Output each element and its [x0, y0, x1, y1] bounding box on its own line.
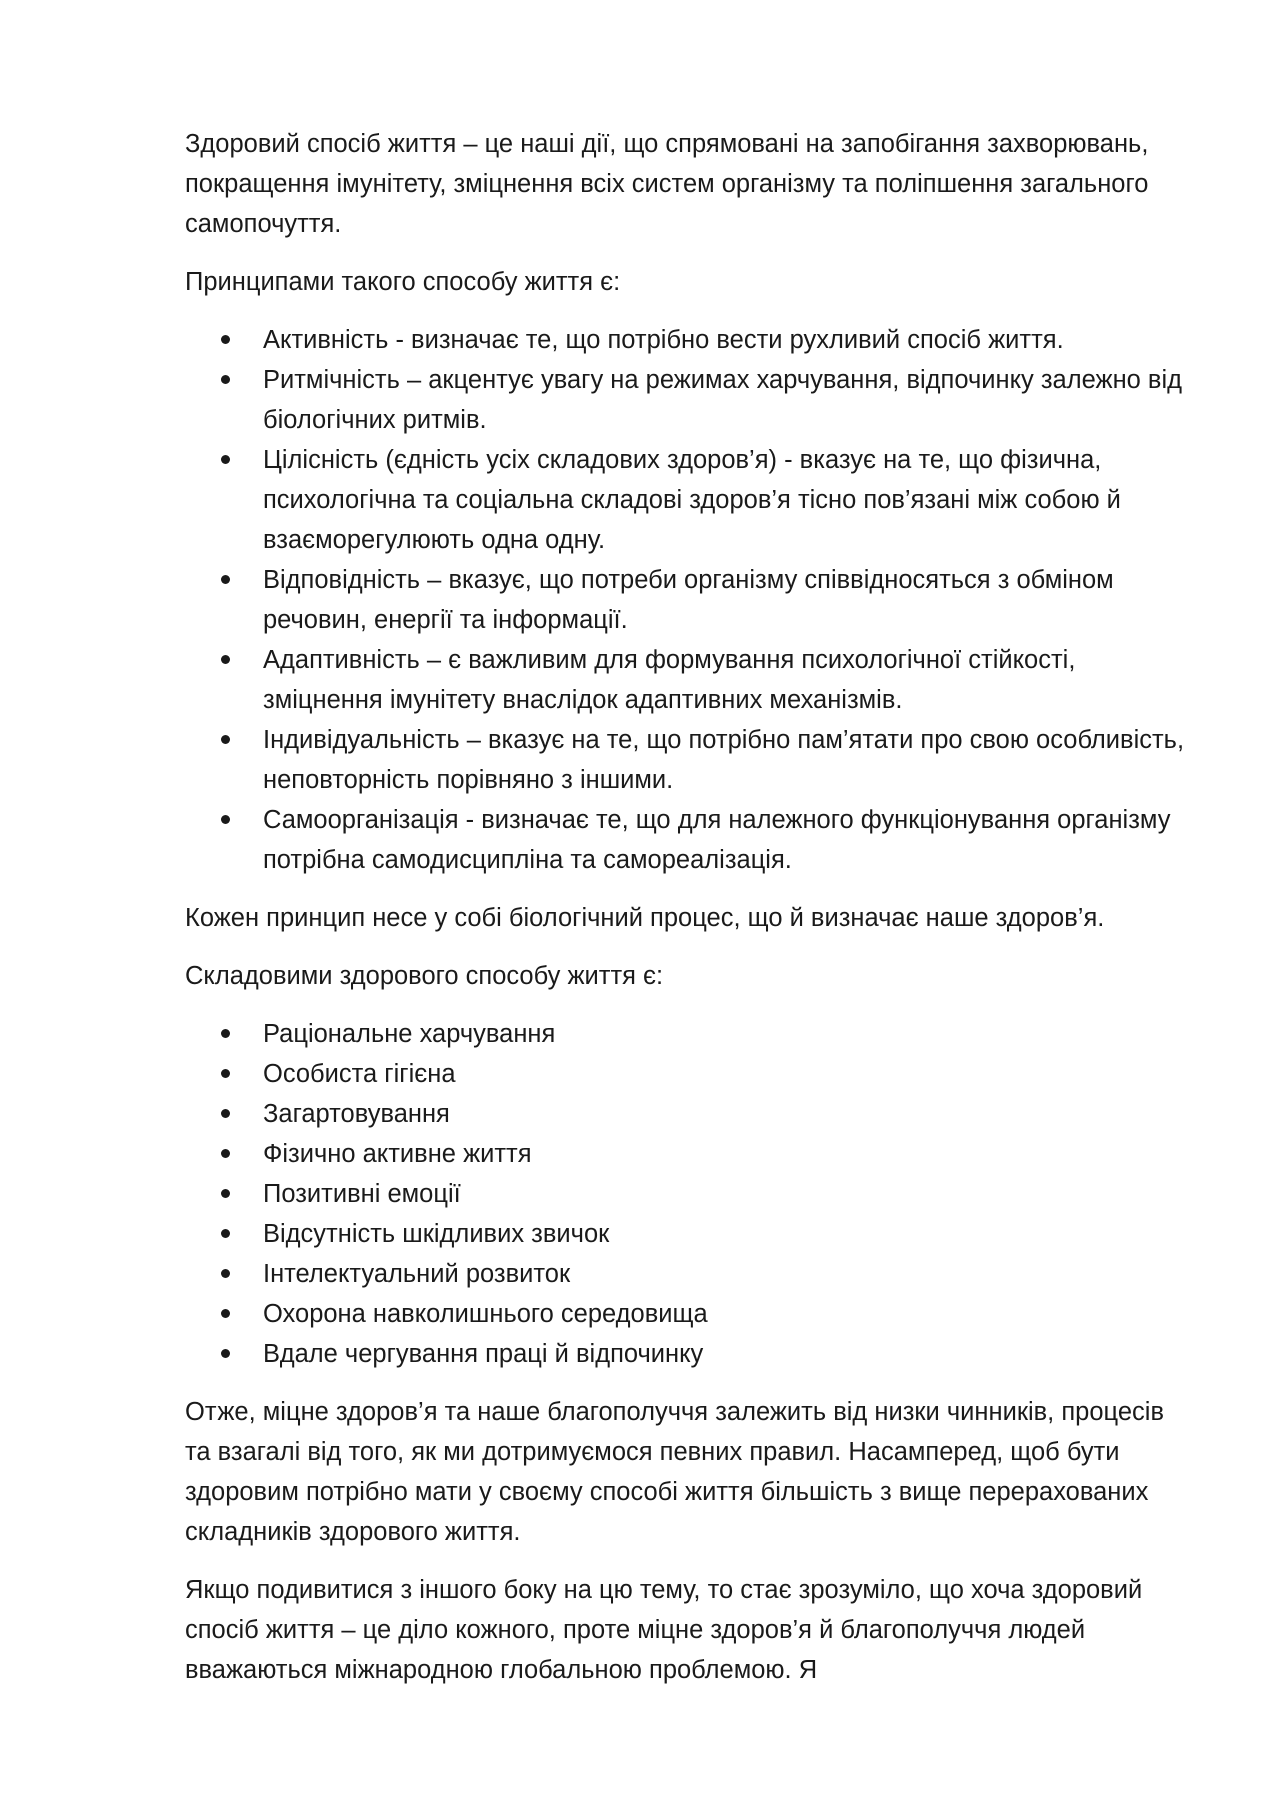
- list-item-text: Активність - визначає те, що потрібно вести рухливий спосіб життя.: [263, 326, 1064, 354]
- list-item-text: Фізично активне життя: [263, 1140, 532, 1168]
- list-item-text: Відсутність шкідливих звичок: [263, 1220, 610, 1248]
- list-item-text: Загартовування: [263, 1100, 450, 1128]
- principle-note: Кожен принцип несе у собі біологічний процес, що й визначає наше здоров’я.: [185, 904, 1105, 932]
- list-item-text: Раціональне харчування: [263, 1020, 556, 1048]
- bullet-icon: [221, 1229, 230, 1238]
- list-item-text: Індивідуальність – вказує на те, що потрібно пам’ятати про свою особливість, неповторність порівняно з іншими.: [263, 726, 1185, 794]
- list-item: [185, 1254, 1195, 1294]
- list-item-text: Ритмічність – акцентує увагу на режимах харчування, відпочинку залежно від біологічних ритмів.: [263, 366, 1183, 434]
- document-body: [185, 124, 1195, 1708]
- bullet-icon: [221, 1269, 230, 1278]
- bullet-icon: [221, 1069, 230, 1078]
- components-heading: Складовими здорового способу життя є:: [185, 962, 664, 990]
- components-list: [185, 1014, 1195, 1374]
- list-item-text: Інтелектуальний розвиток: [263, 1260, 571, 1288]
- list-item: [185, 800, 1195, 880]
- bullet-icon: [221, 815, 230, 824]
- bullet-icon: [221, 1349, 230, 1358]
- list-item: [185, 1214, 1195, 1254]
- list-item: [185, 1094, 1195, 1134]
- list-item-text: Позитивні емоції: [263, 1180, 461, 1208]
- conclusion-paragraph: Отже, міцне здоров’я та наше благополуччя залежить від низки чинників, процесів та взагалі від того, як ми дотримуємося певних правил. Насамперед, щоб бути здоровим потрібно мати у своєму способі життя більшість з вище перерахованих складників здорового життя.: [185, 1398, 1164, 1546]
- bullet-icon: [221, 575, 230, 584]
- list-item-text: Вдале чергування праці й відпочинку: [263, 1340, 704, 1368]
- list-item-text: Охорона навколишнього середовища: [263, 1300, 708, 1328]
- list-item: [185, 560, 1195, 640]
- bullet-icon: [221, 375, 230, 384]
- list-item: [185, 1014, 1195, 1054]
- principles-list: [185, 320, 1195, 880]
- bullet-icon: [221, 455, 230, 464]
- bullet-icon: [221, 1109, 230, 1118]
- list-item-text: Особиста гігієна: [263, 1060, 456, 1088]
- bullet-icon: [221, 655, 230, 664]
- list-item-text: Адаптивність – є важливим для формування психологічної стійкості, зміцнення імунітету внаслідок адаптивних механізмів.: [263, 646, 1076, 714]
- list-item: [185, 1134, 1195, 1174]
- list-item: [185, 640, 1195, 720]
- closing-paragraph: Якщо подивитися з іншого боку на цю тему, то стає зрозуміло, що хоча здоровий спосіб життя – це діло кожного, проте міцне здоров’я й благополуччя людей вважаються міжнародною глобальною проблемою. Я: [185, 1576, 1143, 1684]
- bullet-icon: [221, 1189, 230, 1198]
- list-item: [185, 720, 1195, 800]
- list-item: [185, 360, 1195, 440]
- list-item: [185, 1334, 1195, 1374]
- list-item-text: Цілісність (єдність усіх складових здоров’я) - вказує на те, що фізична, психологічна та соціальна складові здоров’я тісно пов’язані між собою й взаєморегулюють одна одну.: [263, 446, 1121, 554]
- bullet-icon: [221, 735, 230, 744]
- bullet-icon: [221, 1029, 230, 1038]
- list-item-text: Самоорганізація - визначає те, що для належного функціонування організму потрібна самодисципліна та самореалізація.: [263, 806, 1171, 874]
- bullet-icon: [221, 1149, 230, 1158]
- list-item-text: Відповідність – вказує, що потреби організму співвідносяться з обміном речовин, енергії та інформації.: [263, 566, 1114, 634]
- principles-heading: Принципами такого способу життя є:: [185, 268, 621, 296]
- list-item: [185, 1054, 1195, 1094]
- list-item: [185, 1294, 1195, 1334]
- list-item: [185, 440, 1195, 560]
- list-item: [185, 1174, 1195, 1214]
- bullet-icon: [221, 335, 230, 344]
- bullet-icon: [221, 1309, 230, 1318]
- list-item: [185, 320, 1195, 360]
- intro-paragraph: Здоровий спосіб життя – це наші дії, що спрямовані на запобігання захворювань, покращення імунітету, зміцнення всіх систем організму та поліпшення загального самопочуття.: [185, 130, 1149, 238]
